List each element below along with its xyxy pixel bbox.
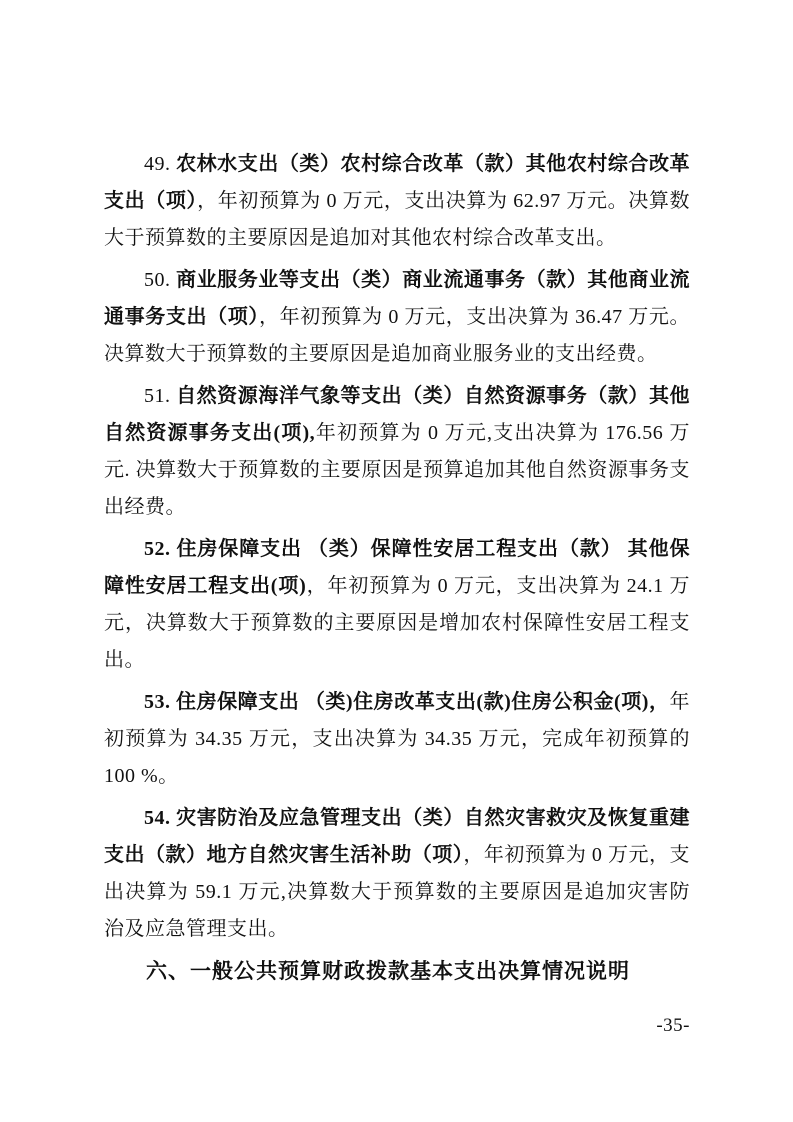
paragraph bbox=[104, 800, 690, 948]
paragraph bbox=[104, 146, 690, 257]
paragraph-lead-text: 52. bbox=[144, 538, 177, 560]
paragraph bbox=[104, 262, 690, 373]
paragraph-body-text: 50. bbox=[144, 269, 177, 291]
page-number: -35- bbox=[656, 1015, 690, 1036]
paragraph-lead-text: 灾害防治及应急管理支出（类）自然灾害救灾及恢复重建支出（款）地方自然灾害生活补助（项） bbox=[104, 807, 691, 866]
paragraph-body-text: ，年初预算为 0 万元，支出决算为 59.1 万元,决算数大于预算数的主要原因是追加灾害防治及应急管理支出。 bbox=[104, 844, 691, 940]
section-heading: 六、一般公共预算财政拨款基本支出决算情况说明 bbox=[146, 960, 630, 983]
paragraph-body-text: ，年初预算为 0 万元，支出决算为 36.47 万元。决算数大于预算数的主要原因是追加商业服务业的支出经费。 bbox=[104, 306, 690, 365]
paragraph-lead-text: 53. bbox=[144, 691, 177, 713]
paragraph-body-text: ，年初预算为 0 万元，支出决算为 62.97 万元。决算数大于预算数的主要原因是追加对其他农村综合改革支出。 bbox=[104, 190, 690, 249]
paragraph-lead-text: 54. bbox=[144, 807, 177, 829]
paragraph-lead-text: 农林水支出（类）农村综合改革（款）其他农村综合改革支出（项） bbox=[104, 153, 691, 212]
paragraph bbox=[104, 378, 690, 526]
paragraph-lead-text: 住房保障支出 （类)住房改革支出(款)住房公积金(项)， bbox=[176, 691, 670, 713]
paragraph-body-text: 49. bbox=[144, 153, 177, 175]
document-page bbox=[104, 146, 690, 1038]
paragraph bbox=[104, 531, 690, 679]
paragraph-lead-text: 商业服务业等支出（类）商业流通事务（款）其他商业流通事务支出（项） bbox=[104, 269, 691, 328]
paragraph-body-text: ，年初预算为 0 万元，支出决算为 24.1 万元，决算数大于预算数的主要原因是增加农村保障性安居工程支出。 bbox=[104, 575, 690, 671]
paragraph bbox=[104, 684, 690, 795]
paragraph-lead-text: 住房保障支出 （类）保障性安居工程支出（款） 其他保障性安居工程支出(项) bbox=[104, 538, 691, 597]
paragraph-lead-text: 自然资源海洋气象等支出（类）自然资源事务（款）其他自然资源事务支出(项), bbox=[104, 385, 691, 444]
paragraph-body-text: 年初预算为 34.35 万元，支出决算为 34.35 万元，完成年初预算的 100 %。 bbox=[104, 691, 690, 787]
paragraph-body-text: 年初预算为 0 万元,支出决算为 176.56 万元. 决算数大于预算数的主要原因是预算追加其他自然资源事务支出经费。 bbox=[104, 422, 690, 518]
paragraph-list bbox=[104, 146, 690, 948]
paragraph-body-text: 51. bbox=[144, 385, 177, 407]
